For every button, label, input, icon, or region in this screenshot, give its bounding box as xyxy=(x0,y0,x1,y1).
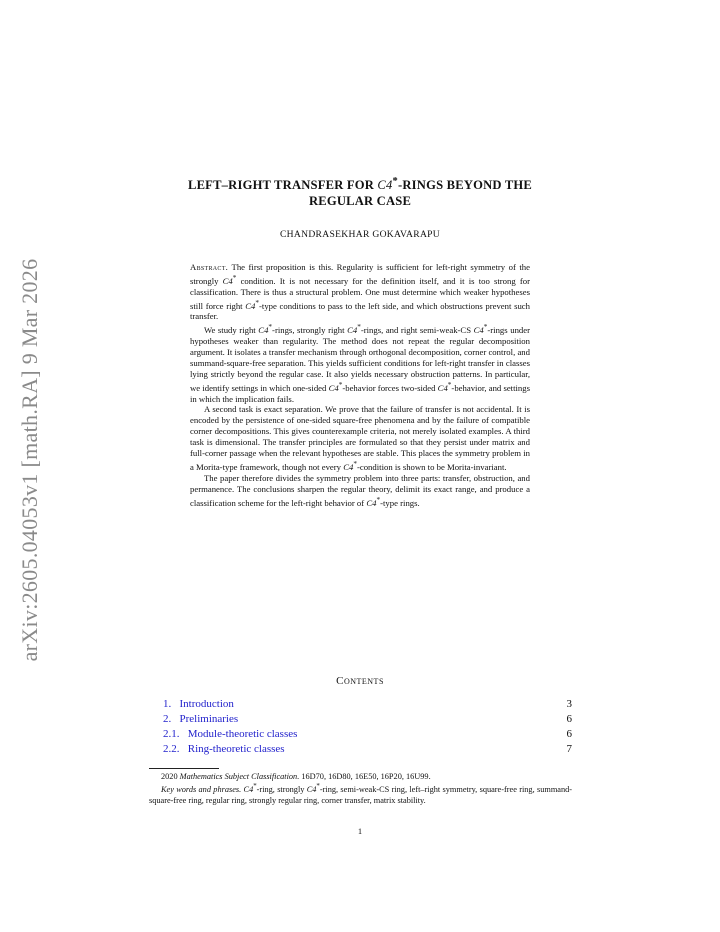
toc-entry-introduction[interactable] xyxy=(163,697,572,712)
contents-heading: Contents xyxy=(336,675,384,687)
abstract-p2-text-3: -rings under hypotheses weaker than regularity. The method does not repeat the regular decomposition argument. It isolates a transfer mechanism through orthogonal decomposition, corner control, and summand-square-free separation. This yields sufficient conditions for left-right transfer in classes lying strictly beyond the regular case. It also yields necessary obstruction patterns. In particular, we identify settings in which one-sided xyxy=(190,325,531,393)
abstract-p2-text-5: -behavior, and settings in which the implication fails. xyxy=(190,382,530,404)
abstract-p2-math-2: C4 xyxy=(473,325,484,336)
toc-entry-ring-theoretic-classes[interactable] xyxy=(163,742,572,757)
msc-codes: 16D70, 16D80, 16E50, 16P20, 16U99. xyxy=(299,772,431,781)
abstract-p2-sup-0: * xyxy=(268,323,273,332)
footnote-rule xyxy=(149,768,219,769)
abstract-p1-math-1: C4 xyxy=(245,300,256,311)
abstract-p2-text-1: -rings, strongly right xyxy=(272,325,348,336)
abstract-p4-text-0: The paper therefore divides the symmetry problem into three parts: transfer, obstruction, and permanence. The conclusions sharpen the regular theory, delimit its exact range, and produce a classification scheme for the left-right behavior of xyxy=(190,472,530,508)
toc-entry-page: 3 xyxy=(566,698,572,710)
abstract-p3-text-1: -condition is shown to be Morita-invariant. xyxy=(356,461,507,472)
toc-entry-link[interactable] xyxy=(163,712,238,727)
keywords-text-1: -ring, strongly xyxy=(256,785,307,795)
arxiv-identifier[interactable]: arXiv:2605.04053v1 [math.RA] 9 Mar 2026 xyxy=(17,258,42,662)
abstract-paragraph-3 xyxy=(190,404,530,472)
msc-label: Mathematics Subject Classification. xyxy=(179,772,300,781)
abstract-p3-math-0: C4 xyxy=(343,461,354,472)
keywords-math-0: C4 xyxy=(243,785,254,795)
toc-entry-page: 7 xyxy=(566,743,572,755)
abstract-p1-text-0: The first proposition is this. Regularity is sufficient for left-right symmetry of the strongly xyxy=(190,262,530,286)
msc-year: 2020 xyxy=(161,772,180,781)
abstract-p2-math-0: C4 xyxy=(258,325,269,336)
toc-entry-number: 2. xyxy=(163,713,172,725)
toc-entry-page: 6 xyxy=(566,728,572,740)
page-number: 1 xyxy=(357,826,363,836)
abstract-p1-sup-1: * xyxy=(255,298,260,307)
title-text-1: LEFT–RIGHT TRANSFER FOR xyxy=(187,178,378,193)
footnote-msc xyxy=(149,772,572,782)
toc-entry-link[interactable] xyxy=(163,697,234,712)
abstract-p1-sup-0: * xyxy=(232,273,237,282)
toc-entry-title: Introduction xyxy=(179,698,234,710)
arxiv-sidebar xyxy=(6,250,54,670)
toc-entry-link[interactable] xyxy=(163,727,297,742)
toc-entry-title: Preliminaries xyxy=(179,713,239,725)
paper-title xyxy=(140,174,580,209)
keywords-sup-1: * xyxy=(316,783,320,791)
toc-entry-number: 2.1. xyxy=(163,728,180,740)
title-math-sup: * xyxy=(392,176,398,187)
abstract-p2-sup-3: * xyxy=(338,380,343,389)
abstract-paragraph-4 xyxy=(190,473,530,509)
abstract-p1-text-2: -type conditions to pass to the left side, and which obstructions prevent such transfer. xyxy=(190,300,530,322)
abstract-paragraph-2 xyxy=(190,322,530,404)
author-name: CHANDRASEKHAR GOKAVARAPU xyxy=(279,229,441,240)
abstract-p1-text-1: condition. It is not necessary for the definition itself, and it is too strong for classification. There is thus a structural problem. One must determine which weaker hypotheses still force right xyxy=(190,275,530,311)
keywords-text-2: -ring, semi-weak-CS ring, left–right symmetry, square-free ring, summand-square-free ring, regular ring, strongly regular ring, corner transfer, matrix stability. xyxy=(149,785,573,805)
title-line-2: REGULAR CASE xyxy=(308,193,412,208)
keywords-sup-0: * xyxy=(253,783,257,791)
abstract-paragraph-1 xyxy=(190,262,530,322)
abstract-p2-text-0: We study right xyxy=(204,325,259,336)
abstract-p2-text-2: -rings, and right semi-weak-CS xyxy=(360,325,474,336)
footnotes xyxy=(149,772,572,806)
abstract-p3-sup-0: * xyxy=(353,459,357,468)
abstract-p2-sup-1: * xyxy=(357,323,361,332)
toc-entry-link[interactable] xyxy=(163,742,285,757)
abstract-p2-math-3: C4 xyxy=(328,382,339,393)
abstract-p2-sup-2: * xyxy=(483,323,488,332)
abstract-p3-text-0: A second task is exact separation. We prove that the failure of transfer is not accidental. It is encoded by the persistence of one-sided square-free phenomena and by the failure of compatible corner decompositions. This gives counterexample criteria, not merely isolated examples. A third task is dimensional. The transfer principles are formulated so that they persist under matrix and full-corner passage when the relevant hypotheses are stable. This places the symmetry problem in a Morita-type framework, though not every xyxy=(190,404,530,472)
title-line-1 xyxy=(140,174,580,194)
abstract-p2-math-1: C4 xyxy=(347,325,358,336)
toc-entry-number: 2.2. xyxy=(163,743,180,755)
toc-entry-page: 6 xyxy=(566,713,572,725)
abstract-p2-text-4: -behavior forces two-sided xyxy=(342,382,438,393)
abstract-label: Abstract. xyxy=(190,262,229,272)
toc-entry-preliminaries[interactable] xyxy=(163,712,572,727)
abstract xyxy=(190,262,530,508)
toc-entry-title: Module-theoretic classes xyxy=(187,728,298,740)
keywords-math-1: C4 xyxy=(306,785,317,795)
abstract-p4-text-1: -type rings. xyxy=(380,497,420,508)
table-of-contents xyxy=(163,697,572,757)
footnote-keywords xyxy=(149,782,572,806)
abstract-p1-math-0: C4 xyxy=(222,275,233,286)
title-text-2: -RINGS BEYOND THE xyxy=(397,178,533,193)
abstract-p4-math-0: C4 xyxy=(366,497,377,508)
toc-entry-module-theoretic-classes[interactable] xyxy=(163,727,572,742)
keywords-label: Key words and phrases. xyxy=(161,785,242,795)
abstract-p4-sup-0: * xyxy=(376,495,381,504)
toc-entry-title: Ring-theoretic classes xyxy=(187,743,285,755)
abstract-p2-math-4: C4 xyxy=(437,382,448,393)
abstract-p2-sup-4: * xyxy=(447,380,452,389)
title-math: C4 xyxy=(377,178,393,193)
toc-entry-number: 1. xyxy=(163,698,172,710)
